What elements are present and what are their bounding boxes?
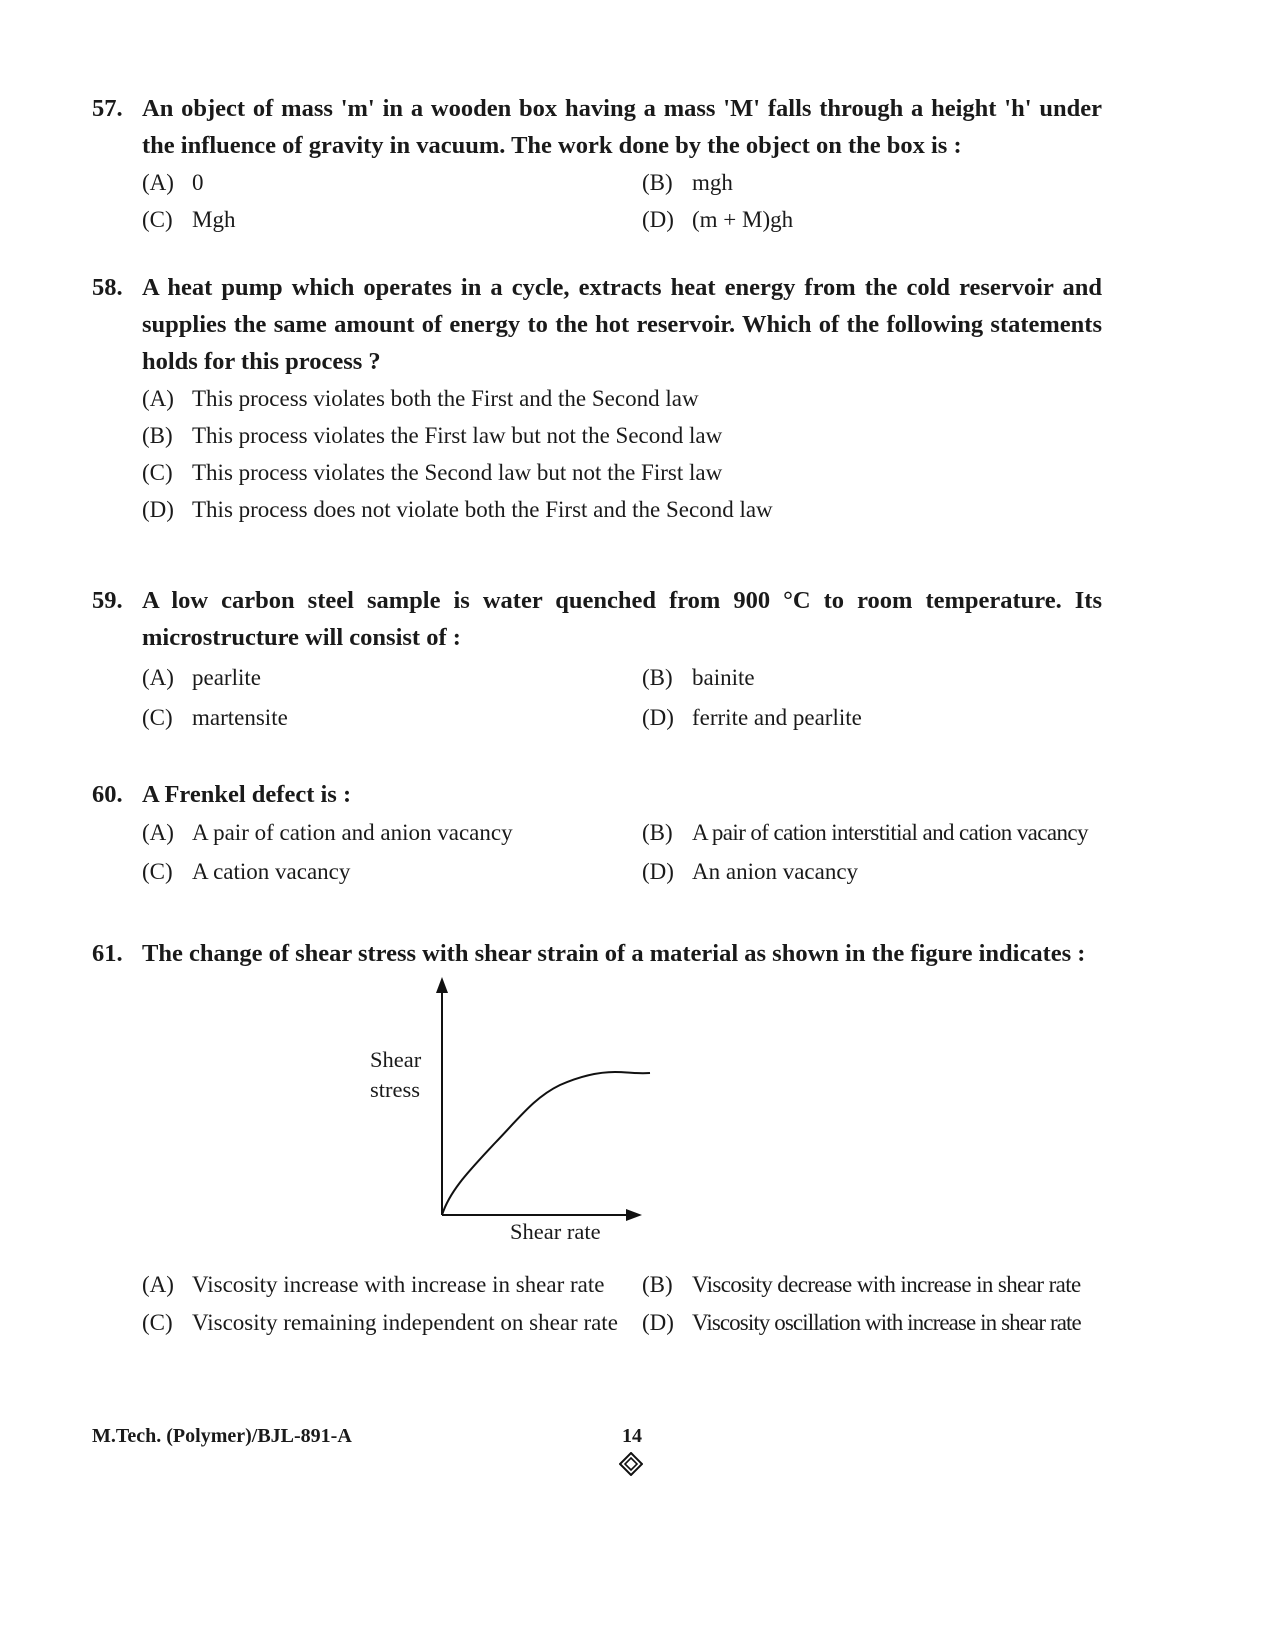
option-b: (B) A pair of cation interstitial and cation vacancy — [642, 820, 1088, 845]
x-axis-label: Shear rate — [510, 1219, 601, 1244]
option-d: (D) This process does not violate both the First and the Second law — [142, 497, 773, 522]
option-b: (B) mgh — [642, 170, 733, 195]
question-text: A heat pump which operates in a cycle, extracts heat energy from the cold reservoir and supplies the same amount of energy to the hot reservoir. Which of the following statements holds for this process ? — [142, 274, 1102, 375]
option-a: (A) A pair of cation and anion vacancy — [142, 820, 513, 845]
option-d: (D) Viscosity oscillation with increase in shear rate — [642, 1310, 1081, 1335]
question-text: The change of shear stress with shear strain of a material as shown in the figure indicates : — [142, 940, 1086, 967]
stress-curve — [442, 1072, 650, 1215]
option-c: (C) This process violates the Second law but not the First law — [142, 460, 723, 485]
y-axis-label-line1: Shear — [370, 1047, 422, 1072]
diamond-icon — [619, 1452, 643, 1476]
options — [142, 658, 1102, 738]
question-number: 60. — [92, 781, 123, 808]
option-c: (C) Viscosity remaining independent on shear rate — [142, 1310, 618, 1335]
option-b: (B) This process violates the First law but not the Second law — [142, 423, 723, 448]
option-a: (A) pearlite — [142, 665, 261, 690]
question-number: 57. — [92, 95, 123, 122]
question-number: 59. — [92, 587, 123, 614]
option-a: (A) Viscosity increase with increase in shear rate — [142, 1272, 605, 1297]
question-58 — [92, 269, 1102, 528]
paper-code: M.Tech. (Polymer)/BJL-891-A — [92, 1425, 352, 1447]
option-c: (C) A cation vacancy — [142, 859, 351, 884]
question-text: An object of mass 'm' in a wooden box having a mass 'M' falls through a height 'h' under the influence of gravity in vacuum. The work done by the object on the box is : — [142, 95, 1102, 159]
option-a: (A) This process violates both the First and the Second law — [142, 386, 699, 411]
option-c: (C) Mgh — [142, 207, 236, 232]
option-b: (B) bainite — [642, 665, 755, 690]
option-d: (D) (m + M)gh — [642, 207, 794, 232]
option-b: (B) Viscosity decrease with increase in shear rate — [642, 1272, 1081, 1297]
question-number: 61. — [92, 940, 123, 967]
page-number: 14 — [622, 1425, 642, 1447]
question-text: A Frenkel defect is : — [142, 781, 352, 808]
y-axis-arrow — [436, 977, 448, 993]
figure-graph — [370, 975, 690, 1255]
options — [142, 380, 1102, 528]
question-number: 58. — [92, 274, 123, 301]
question-61 — [92, 935, 1102, 972]
question-57 — [92, 90, 1102, 238]
options — [142, 1266, 1102, 1342]
y-axis-label-line2: stress — [370, 1077, 420, 1102]
question-text: A low carbon steel sample is water quenched from 900 °C to room temperature. Its microstructure will consist of : — [142, 587, 1102, 651]
question-59 — [92, 582, 1102, 738]
options — [142, 164, 1102, 238]
x-axis-arrow — [626, 1209, 642, 1221]
options — [142, 813, 1102, 891]
option-d: (D) An anion vacancy — [642, 859, 859, 884]
question-60 — [92, 776, 1102, 891]
option-c: (C) martensite — [142, 705, 288, 730]
shear-stress-vs-shear-rate-figure — [370, 975, 690, 1255]
question-61-options — [92, 1266, 1102, 1342]
option-a: (A) 0 — [142, 170, 204, 195]
option-d: (D) ferrite and pearlite — [642, 705, 862, 730]
